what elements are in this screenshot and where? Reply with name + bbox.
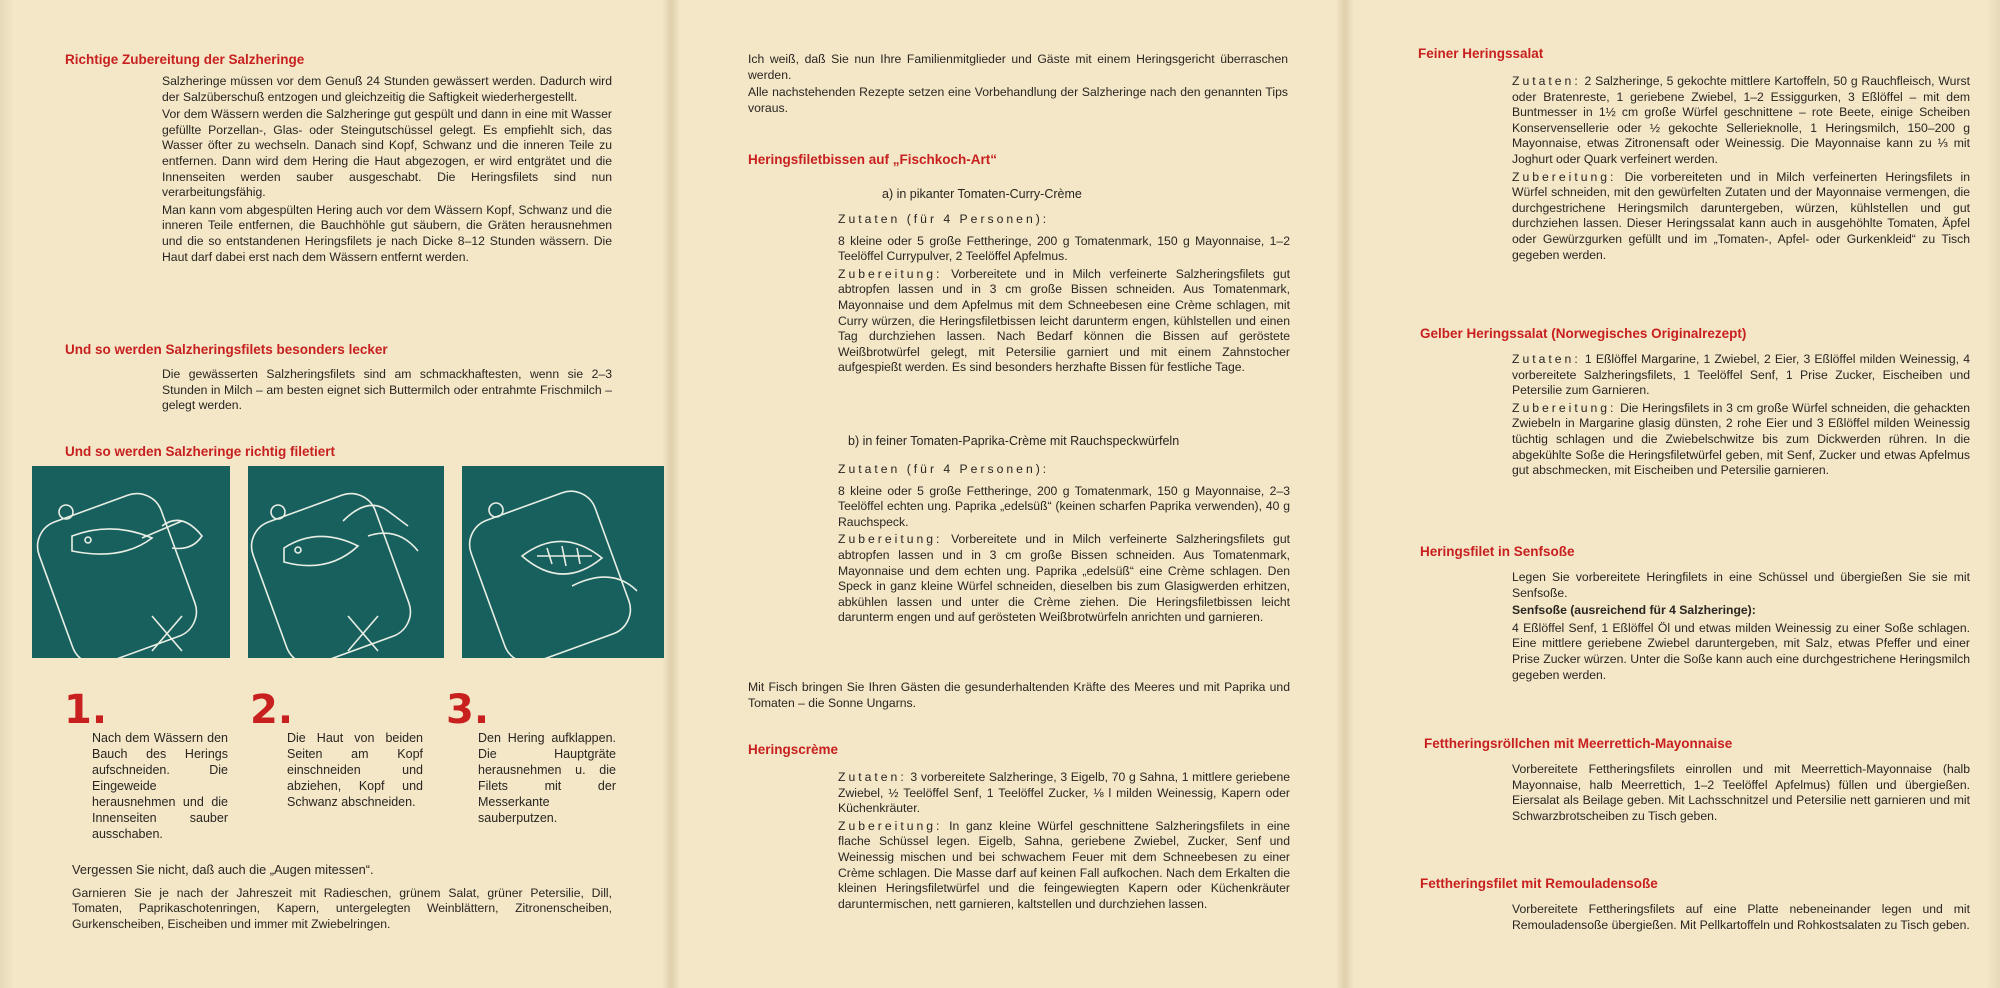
paragraph-text: 1 Eßlöffel Margarine, 1 Zwiebel, 2 Eier, 3 Eßlöffel milden Weinessig, 4 vorbereitete Salzheringsfilets, 1 Teelöffel Senf, 1 Prise Zucker, Eischeiben und Petersilie zum Garnieren. xyxy=(1512,352,1971,398)
paragraph: Vor dem Wässern werden die Salzheringe gut gespült und dann in eine mit Wasser gefüllte Porzellan-, Glas- oder Steingutschüssel gelegt. Es empfiehlt sich, das Wasser öfter zu wechseln. Danach sind Kopf, Schwanz und die inneren Teile zu entfernen. Dann wird dem Hering die Haut abgezogen, er wird entgrätet und die Innenseiten werden sauber ausgeschabt. Die Heringsfilets sind nun verarbeitungsfähig. xyxy=(162,107,612,200)
recipe-feiner xyxy=(1512,74,1970,265)
text-block-fisch xyxy=(748,680,1290,713)
label: Zutaten: xyxy=(838,770,907,784)
recipe-heringscreme xyxy=(838,770,1290,914)
recipe-b xyxy=(838,462,1290,628)
paragraph: Vorbereitete Fettheringsfilets auf eine Platte nebeneinander legen und mit Remouladensoße übergießen. Mit Pellkartoffeln und Rohkostsalaten zu Tisch geben. xyxy=(1512,902,1970,932)
paragraph: Alle nachstehenden Rezepte setzen eine Vorbehandlung der Salzheringe nach den genannten Tips voraus. xyxy=(748,85,1288,115)
recipe-a xyxy=(838,212,1290,378)
label: Zubereitung: xyxy=(1512,400,1617,415)
recipe-a-title: a) in pikanter Tomaten-Curry-Crème xyxy=(882,187,1082,201)
recipe-gelber xyxy=(1512,352,1970,481)
heading-feiner-heringssalat: Feiner Heringssalat xyxy=(1418,46,1544,61)
label: Zubereitung: xyxy=(1512,169,1617,184)
label: Zubereitung: xyxy=(838,266,943,281)
heading-remouladensosse: Fettheringsfilet mit Remouladensoße xyxy=(1420,876,1658,891)
paragraph: Man kann vom abgespülten Hering auch vor dem Wässern Kopf, Schwanz und die inneren Teile entfernen, die Bauchhöhle gut säubern, die Gräten herausnehmen und die so entstandenen Heringsfilets je nach Dicke 8–12 Stunden wässern. Die Haut darf dabei erst nach dem Wässern entfernt werden. xyxy=(162,202,612,264)
heading-zubereitung: Richtige Zubereitung der Salzheringe xyxy=(65,52,305,67)
heading-gelber-heringssalat: Gelber Heringssalat (Norwegisches Originalrezept) xyxy=(1420,326,1747,341)
fold-line-left xyxy=(662,0,680,988)
label: Zutaten: xyxy=(1512,352,1581,366)
paragraph: 8 kleine oder 5 große Fettheringe, 200 g Tomatenmark, 150 g Mayonnaise, 2–3 Teelöffel echten ung. Paprika „edelsüß“ (keinen scharfen Paprika verwenden), 40 g Rauchspeck. xyxy=(838,483,1290,529)
illustration-step-3 xyxy=(462,466,664,658)
heading-filetiert: Und so werden Salzheringe richtig filetiert xyxy=(65,444,336,459)
recipe-b-title: b) in feiner Tomaten-Paprika-Crème mit Rauchspeckwürfeln xyxy=(848,434,1180,448)
label: Zubereitung: xyxy=(838,532,943,547)
step-number-1: 1. xyxy=(64,687,108,733)
paragraph-text: In ganz kleine Würfel geschnittene Salzheringsfilets in eine flache Schüssel legen. Eigelb, Sahna, geriebene Zwiebel, Zucker, Senf und Weinessig mischen und bei schwachem Feuer mit dem Schneebesen zu einer Crème schlagen. Die Masse darf auf keinen Fall aufkochen. Nach dem Erkalten die kleinen Heringsfiletwürfel und die feingewiegten Kapern oder Küchenkräuter daruntermischen, nett garnieren, kaltstellen und durchziehen lassen. xyxy=(838,818,1291,911)
step-text-3: Den Hering aufklappen. Die Hauptgräte herausnehmen u. die Filets mit der Messerkante sauberputzen. xyxy=(478,731,616,825)
step-text-1: Nach dem Wässern den Bauch des Herings aufschneiden. Die Eingeweide herausnehmen und die Innenseiten sauber ausschaben. xyxy=(92,731,228,841)
label: Zutaten (für 4 Personen): xyxy=(838,212,1050,226)
paragraph-text: Vorbereitete und in Milch verfeinerte Salzheringsfilets gut abtropfen lassen und in 3 cm große Bissen schneiden. Aus Tomatenmark, Mayonnaise und dem Apfelmus mit dem Schneebesen eine Crème schlagen, mit Curry würzen, die Heringsfiletbissen leicht darunterm engen, kühlstellen und einen Tag durchziehen lassen. Nach Bedarf können die Bissen auf geröstete Weißbrotwürfel gelegt, mit Petersilie garniert und mit einem Zahnstocher aufgespießt werden. Es sind besonders herzhafte Bissen für festliche Tage. xyxy=(838,266,1291,375)
recipe-roellchen xyxy=(1512,762,1970,826)
recipe-remoulade xyxy=(1512,902,1970,935)
label: Zubereitung: xyxy=(838,818,943,833)
recipe-senfsosse xyxy=(1512,570,1970,685)
paragraph-text: 3 vorbereitete Salzheringe, 3 Eigelb, 70 g Sahna, 1 mittlere geriebene Zwiebel, ½ Teelöffel Senf, 1 Teelöffel Zucker, ⅛ l milden Weinessig, Kapern oder Küchenkräuter. xyxy=(838,770,1291,816)
paragraph: Mit Fisch bringen Sie Ihren Gästen die gesunderhaltenden Kräfte des Meeres und mit Paprika und Tomaten – die Sonne Ungarns. xyxy=(748,680,1290,710)
fold-line-right xyxy=(1336,0,1354,988)
paragraph: Salzheringe müssen vor dem Genuß 24 Stunden gewässert werden. Dadurch wird der Salzüberschuß entzogen und gleichzeitig die Saftigkeit wiederhergestellt. xyxy=(162,74,612,104)
paragraph-text: 2 Salzheringe, 5 gekochte mittlere Kartoffeln, 50 g Rauchfleisch, Wurst oder Bratenreste, 1 geriebene Zwiebel, 1–2 Essiggurken, 3 Eßlöffel – mit dem Buntmesser in 1½ cm große Würfel geschnittene – rote Beete, einige Scheiben Konservensellerie oder ½ gekochte Sellerieknolle, 1 Heringsmilch, 150–200 g Mayonnaise, etwas Zitronensaft oder Weinessig. Die Mayonnaise kann zu ⅓ mit Joghurt oder Quark verfeinert werden. xyxy=(1512,74,1970,166)
step-number-2: 2. xyxy=(250,687,294,733)
paragraph: Die gewässerten Salzheringsfilets sind am schmackhaftesten, wenn sie 2–3 Stunden in Milch – am besten eignet sich Buttermilch oder entrahmte Frischmilch – gelegt werden. xyxy=(162,367,612,413)
illustration-step-2 xyxy=(248,466,444,658)
paragraph-bold: Senfsoße (ausreichend für 4 Salzheringe): xyxy=(1512,603,1756,618)
text-block-lecker xyxy=(162,367,612,416)
label: Zutaten (für 4 Personen): xyxy=(838,462,1050,476)
step-text-2: Die Haut von beiden Seiten am Kopf einschneiden und abziehen, Kopf und Schwanz abschneiden. xyxy=(287,731,423,809)
paragraph: Garnieren Sie je nach der Jahreszeit mit Radieschen, grünem Salat, grüner Petersilie, Dill, Tomaten, Paprikaschotenringen, Kapern, untergelegten Weinblättern, Zitronenscheiben, Gurkenscheiben, Eischeiben und immer mit Zwiebelringen. xyxy=(72,885,612,931)
heading-heringscreme: Heringscrème xyxy=(748,742,839,757)
paragraph: Ich weiß, daß Sie nun Ihre Familienmitglieder und Gäste mit einem Heringsgericht überraschen werden. xyxy=(748,52,1288,82)
paragraph-text: Die vorbereiteten und in Milch verfeinerten Heringsfilets in Würfel schneiden, mit den gewürfelten Zutaten und der Mayonnaise vermengen, die durchgestrichene Heringsmilch daruntergeben, würzen, kühlstellen und gut durchziehen lassen. Dieser Heringssalat kann auch in ausgehöhlte Tomaten, Äpfel oder Gewürzgurken gefüllt und im „Tomaten-, Apfel- oder Gurkenkleid“ zu Tisch gegeben werden. xyxy=(1512,169,1970,262)
paragraph: Legen Sie vorbereitete Heringfilets in eine Schüssel und übergießen Sie sie mit Senfsoße. xyxy=(1512,570,1970,600)
heading-fettheringsroellchen: Fettheringsröllchen mit Meerrettich-Mayonnaise xyxy=(1424,736,1733,751)
heading-lecker: Und so werden Salzheringsfilets besonders lecker xyxy=(65,342,388,357)
text-block-intro xyxy=(748,52,1288,118)
heading-senfsosse: Heringsfilet in Senfsoße xyxy=(1420,544,1575,559)
paragraph: 8 kleine oder 5 große Fettheringe, 200 g Tomatenmark, 150 g Mayonnaise, 1–2 Teelöffel Currypulver, 2 Teelöffel Apfelmus. xyxy=(838,233,1290,264)
step-number-3: 3. xyxy=(446,687,490,733)
heading-fischkoch: Heringsfiletbissen auf „Fischkoch-Art“ xyxy=(748,152,998,167)
paragraph: Vorbereitete Fettheringsfilets einrollen und mit Meerrettich-Mayonnaise (halb Mayonnaise, halb Meerrettich, 1–2 Teelöffel Apfelmus) füllen und übergießen. Eiersalat als Beilage geben. Mit Lachsschnitzel und Petersilie nett garnieren und mit Schwarzbrotscheiben zu Tisch geben. xyxy=(1512,762,1970,823)
paragraph: Vergessen Sie nicht, daß auch die „Augen mitessen“. xyxy=(72,862,374,877)
label: Zutaten: xyxy=(1512,74,1581,88)
text-block-zubereitung xyxy=(162,74,612,267)
paragraph-text: Die Heringsfilets in 3 cm große Würfel schneiden, die gehackten Zwiebeln in Margarine glasig dünsten, 2 rohe Eier und 3 Eßlöffel milden Weinessig tüchtig schlagen und die Zwiebelschwitze bis zum Dickwerden rühren. In die abgekühlte Soße die Heringsfiletwürfel geben, mit Senf, Zucker und etwas Apfelmus gut abschmecken, mit Eischeiben und Petersilie garnieren. xyxy=(1512,400,1970,478)
illustration-step-1 xyxy=(32,466,230,658)
paragraph-text: Vorbereitete und in Milch verfeinerte Salzheringsfilets gut abtropfen lassen und in 3 cm große Bissen schneiden. Aus Tomatenmark, Mayonnaise und dem echten ung. Paprika „edelsüß“ eine Crème schlagen. Den Speck in ganz kleine Würfel schneiden, dieselben bis zum Glasigwerden erhitzen, abkühlen lassen und unter die Crème ziehen. Die Heringsfiletbissen leicht darunterm engen und auf gerösteten Weißbrotwürfeln anrichten und garnieren. xyxy=(838,532,1291,625)
paragraph: 4 Eßlöffel Senf, 1 Eßlöffel Öl und etwas milden Weinessig zu einer Soße schlagen. Eine mittlere geriebene Zwiebel daruntergeben, mit Salz, etwas Pfeffer und einer Prise Zucker würzen. Unter die Soße kann auch eine durchgestrichene Heringsmilch gegeben werden. xyxy=(1512,620,1970,682)
text-block-garnieren xyxy=(72,862,612,934)
